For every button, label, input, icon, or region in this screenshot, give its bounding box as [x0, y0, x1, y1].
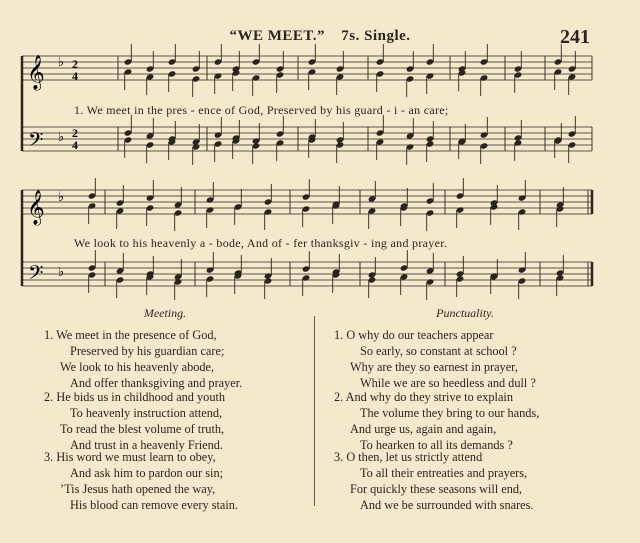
- hymn-meter: 7s. Single.: [341, 28, 411, 44]
- verse-line: Why are they so earnest in prayer,: [350, 360, 518, 374]
- left-verse-2: [44, 389, 225, 453]
- verse-line: To heavenly instruction attend,: [70, 406, 223, 420]
- verse-number: 1.: [44, 328, 54, 342]
- time-signature-top: 2: [72, 126, 78, 140]
- verse-line: To read the blest volume of truth,: [60, 422, 225, 436]
- time-signature-bottom: 4: [72, 138, 78, 152]
- left-verse-1: [44, 327, 242, 391]
- left-hymn-title: Meeting.: [143, 306, 187, 320]
- flat-icon: ♭: [58, 130, 65, 145]
- right-verse-1: [334, 327, 536, 391]
- verse-line: And why do they strive to explain: [345, 390, 513, 404]
- right-verse-3: [334, 449, 533, 513]
- verse-line: To hearken to all its demands ?: [360, 438, 513, 452]
- verse-line: Preserved by his guardian care;: [70, 344, 225, 358]
- verse-number: 3.: [44, 450, 54, 464]
- verse-line: And offer thanksgiving and prayer.: [70, 376, 243, 390]
- right-hymn-title: Punctuality.: [436, 306, 494, 320]
- verse-number: 2.: [44, 390, 54, 404]
- flat-icon: ♭: [58, 265, 65, 280]
- verse-line: And we be surrounded with snares.: [360, 498, 534, 512]
- verse-line: His word we must learn to obey,: [56, 450, 216, 464]
- verse-line: For quickly these seasons will end,: [350, 482, 523, 496]
- verse-line: ’Tis Jesus hath opened the way,: [60, 482, 216, 496]
- verse-number: 3.: [334, 450, 344, 464]
- verse-line: And trust in a heavenly Friend.: [70, 438, 223, 452]
- verse-line: We look to his heavenly abode,: [60, 360, 215, 374]
- flat-icon: ♭: [58, 190, 65, 205]
- staff-systems: [22, 56, 592, 286]
- right-verse-2: [334, 389, 539, 453]
- verse-line: While we are so heedless and dull ?: [360, 376, 536, 390]
- bass-clef-icon: 𝄢: [28, 261, 44, 289]
- column-divider: [314, 316, 315, 506]
- verse-line: And urge us, again and again,: [350, 422, 497, 436]
- lyric-line-2: We look to his heavenly a - bode, And of - fer thanksgiv - ing and prayer.: [74, 236, 448, 250]
- verse-line: To all their entreaties and prayers,: [360, 466, 528, 480]
- verse-line: And ask him to pardon our sin;: [70, 466, 224, 480]
- verse-line: O why do our teachers appear: [346, 328, 494, 342]
- verse-line: We meet in the presence of God,: [56, 328, 217, 342]
- bass-clef-icon: 𝄢: [28, 128, 44, 156]
- flat-icon: ♭: [58, 55, 65, 70]
- verse-line: He bids us in childhood and youth: [56, 390, 226, 404]
- treble-clef-icon: 𝄞: [27, 55, 45, 90]
- verse-number: 1.: [334, 328, 344, 342]
- verse-line: So early, so constant at school ?: [360, 344, 517, 358]
- verse-number: 2.: [334, 390, 344, 404]
- verse-line: His blood can remove every stain.: [70, 498, 239, 512]
- verse-line: The volume they bring to our hands,: [360, 406, 540, 420]
- page-number: 241: [560, 26, 590, 48]
- hymn-name: “WE MEET.”: [229, 28, 326, 44]
- time-signature-bottom: 4: [72, 69, 78, 83]
- treble-clef-icon: 𝄞: [27, 190, 45, 225]
- verse-line: O then, let us strictly attend: [346, 450, 483, 464]
- clefs: [27, 55, 78, 289]
- left-verse-3: [44, 449, 238, 513]
- lyric-line-1: 1. We meet in the pres - ence of God, Preserved by his guard - i - an care;: [74, 103, 449, 117]
- time-signature-top: 2: [72, 57, 78, 71]
